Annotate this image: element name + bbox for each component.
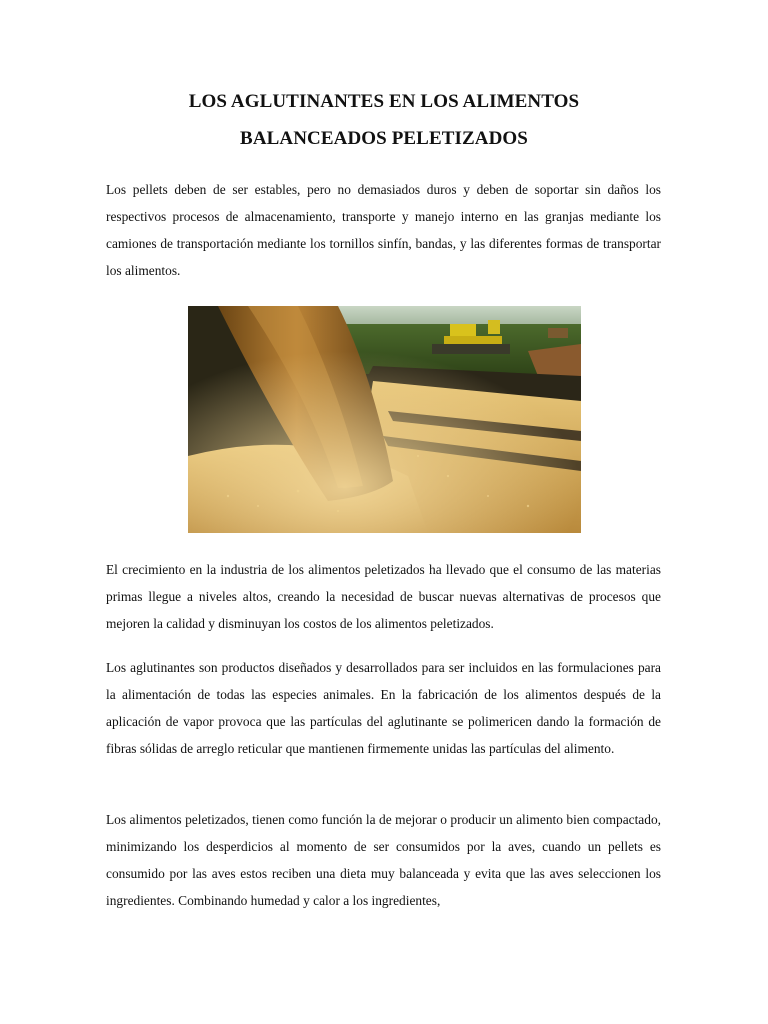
paragraph-2: El crecimiento en la industria de los alimentos peletizados ha llevado que el consumo de las materias primas llegue a niveles altos, creando la necesidad de buscar nuevas alternativas de procesos que mejoren la calidad y disminuyan los costos de los alimentos peletizados. <box>106 562 661 631</box>
paragraph-1: Los pellets deben de ser estables, pero no demasiados duros y deben de soportar sin daños los respectivos procesos de almacenamiento, transporte y manejo interno en las granjas mediante los camiones de transportación mediante los tornillos sinfín, bandas, y las diferentes formas de transportar los alimentos. <box>106 182 661 278</box>
document-title-line-1: LOS AGLUTINANTES EN LOS ALIMENTOS <box>188 91 580 112</box>
paragraph-3: Los aglutinantes son productos diseñados y desarrollados para ser incluidos en las formulaciones para la alimentación de todas las especies animales. En la fabricación de los alimentos después de la aplicación de vapor provoca que las partículas del aglutinante se polimericen dando la formación de fibras sólidas de arreglo reticular que mantienen firmemente unidas las partículas del alimento. <box>106 660 661 756</box>
document-title-line-2: BALANCEADOS PELETIZADOS <box>240 128 528 149</box>
grain-harvest-photo <box>188 306 581 533</box>
paragraph-4: Los alimentos peletizados, tienen como función la de mejorar o producir un alimento bien compactado, minimizando los desperdicios al momento de ser consumidos por la aves, cuando un pellets es consumido por las aves estos reciben una dieta muy balanceada y evita que las aves seleccionen los ingredientes. Combinando humedad y calor a los ingredientes, <box>106 812 661 908</box>
